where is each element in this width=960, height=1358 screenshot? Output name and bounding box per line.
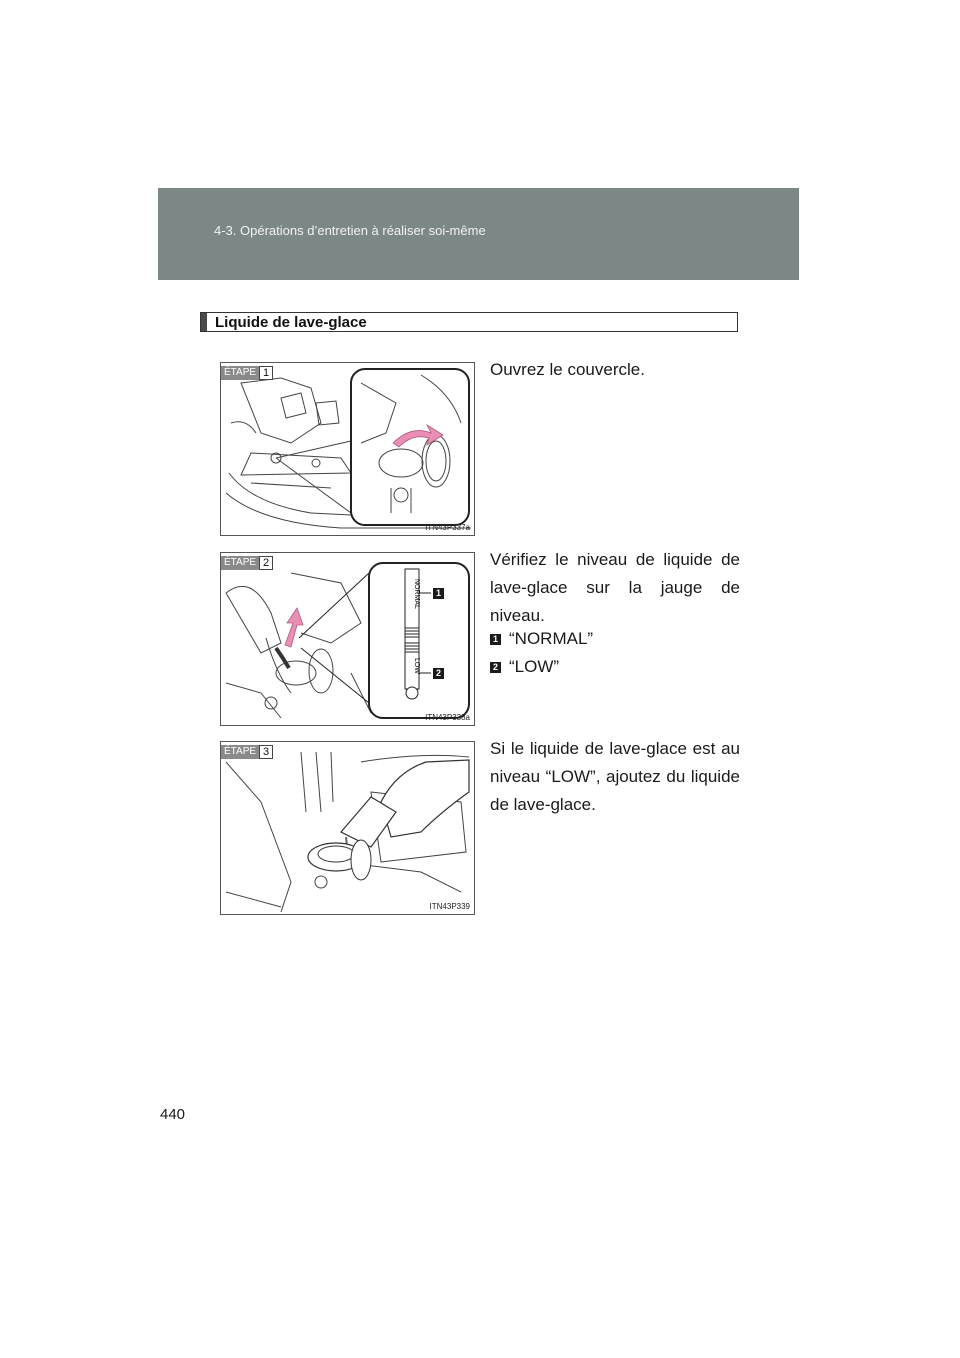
- legend-label: “NORMAL”: [509, 629, 594, 648]
- refill-drawing: [221, 742, 474, 914]
- figure-code: ITN43P337a: [425, 523, 470, 532]
- legend-key: 2: [490, 662, 501, 673]
- section-title: Liquide de lave-glace: [215, 314, 367, 331]
- step-badge-number: 3: [259, 745, 273, 759]
- dipstick-normal-label: NORMAL: [413, 579, 420, 609]
- engine-bay-drawing: [221, 363, 474, 535]
- illustration-step-3: [220, 741, 475, 915]
- legend-key: 1: [490, 634, 501, 645]
- callout-key-1: 1: [433, 588, 444, 599]
- figure-code: ITN43P339: [429, 902, 470, 911]
- dipstick-drawing: [221, 553, 474, 725]
- step-badge-1: [221, 366, 273, 380]
- step-badge-label: ÉTAPE: [221, 556, 259, 570]
- page-number: 440: [160, 1106, 186, 1123]
- section-title-bar: [200, 312, 738, 332]
- legend-item-normal: [490, 629, 593, 649]
- figure-code: ITN43P338a: [425, 713, 470, 722]
- chapter-header: [158, 188, 799, 280]
- illustration-step-2: [220, 552, 475, 726]
- step-badge-label: ÉTAPE: [221, 745, 259, 759]
- step-badge-label: ÉTAPE: [221, 366, 259, 380]
- step-badge-number: 1: [259, 366, 273, 380]
- legend-label: “LOW”: [509, 657, 560, 676]
- dipstick-low-label: LOW: [413, 658, 420, 674]
- step-3-text: Si le liquide de lave-glace est au niveau “LOW”, ajoutez du liquide de lave-glace.: [490, 739, 740, 814]
- step-badge-3: [221, 745, 273, 759]
- step-1-text: Ouvrez le couvercle.: [490, 360, 645, 379]
- lift-arrow-icon: [285, 608, 303, 647]
- callout-key-2: 2: [433, 668, 444, 679]
- chapter-breadcrumb: 4-3. Opérations d’entretien à réaliser soi-même: [214, 223, 486, 238]
- section-accent: [201, 313, 207, 331]
- step-badge-number: 2: [259, 556, 273, 570]
- step-2-text: Vérifiez le niveau de liquide de lave-glace sur la jauge de niveau.: [490, 550, 740, 625]
- illustration-step-1: [220, 362, 475, 536]
- step-badge-2: [221, 556, 273, 570]
- legend-item-low: [490, 657, 559, 677]
